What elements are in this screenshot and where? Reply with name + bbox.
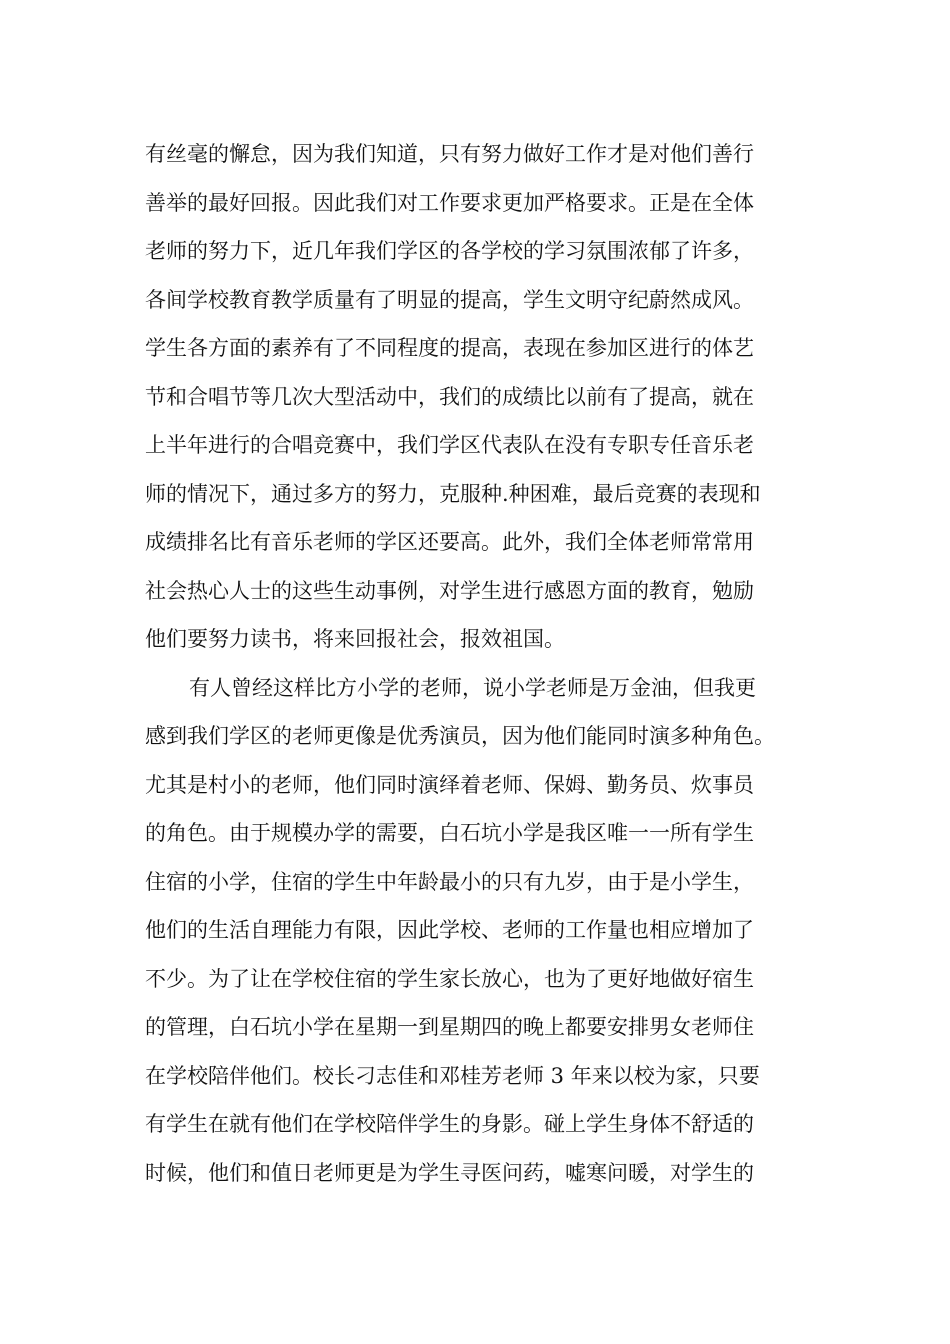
text-line: 尤其是村小的老师，他们同时演绎着老师、保姆、勤务员、炊事员 bbox=[145, 772, 754, 797]
body-text bbox=[145, 130, 825, 1197]
text-line: 善举的最好回报。因此我们对工作要求更加严格要求。正是在全体 bbox=[145, 190, 754, 215]
text-line: 的角色。由于规模办学的需要，白石坑小学是我区唯一一所有学生 bbox=[145, 821, 754, 845]
text-line: 有学生在就有他们在学校陪伴学生的身影。碰上学生身体不舒适的 bbox=[145, 1112, 754, 1136]
text-line: 节和合唱节等几次大型活动中，我们的成绩比以前有了提高，就在 bbox=[145, 384, 754, 409]
text-line: 老师的努力下，近几年我们学区的各学校的学习氛围浓郁了许多， bbox=[145, 239, 754, 263]
text-line: 感到我们学区的老师更像是优秀演员，因为他们能同时演多种角色。 bbox=[145, 724, 775, 748]
text-line: 各间学校教育教学质量有了明显的提高，学生文明守纪蔚然成风。 bbox=[145, 287, 754, 312]
paragraph bbox=[145, 130, 825, 664]
text-line: 学生各方面的素养有了不同程度的提高，表现在参加区进行的体艺 bbox=[145, 336, 754, 360]
text-line: 上半年进行的合唱竞赛中，我们学区代表队在没有专职专任音乐老 bbox=[145, 433, 754, 457]
text-line: 有人曾经这样比方小学的老师，说小学老师是万金油，但我更 bbox=[189, 675, 756, 700]
text-line: 的管理，白石坑小学在星期一到星期四的晚上都要安排男女老师住 bbox=[145, 1015, 754, 1039]
text-line: 社会热心人士的这些生动事例，对学生进行感恩方面的教育，勉励 bbox=[145, 578, 754, 603]
text-line: 住宿的小学，住宿的学生中年龄最小的只有九岁，由于是小学生， bbox=[145, 869, 754, 894]
paragraph bbox=[145, 664, 825, 1198]
text-line: 他们的生活自理能力有限，因此学校、老师的工作量也相应增加了 bbox=[145, 918, 754, 942]
text-line: 不少。为了让在学校住宿的学生家长放心，也为了更好地做好宿生 bbox=[145, 966, 754, 991]
text-line: 有丝毫的懈怠，因为我们知道，只有努力做好工作才是对他们善行 bbox=[145, 142, 754, 166]
text-line: 时候，他们和值日老师更是为学生寻医问药，嘘寒问暖，对学生的 bbox=[145, 1160, 754, 1185]
text-line: 他们要努力读书，将来回报社会，报效祖国。 bbox=[145, 627, 565, 651]
text-line: 成绩排名比有音乐老师的学区还要高。此外，我们全体老师常常用 bbox=[145, 530, 754, 554]
text-line: 在学校陪伴他们。校长刁志佳和邓桂芳老师 3 年来以校为家，只要 bbox=[145, 1063, 760, 1088]
text-line: 师的情况下，通过多方的努力，克服种.种困难，最后竞赛的表现和 bbox=[145, 481, 761, 506]
